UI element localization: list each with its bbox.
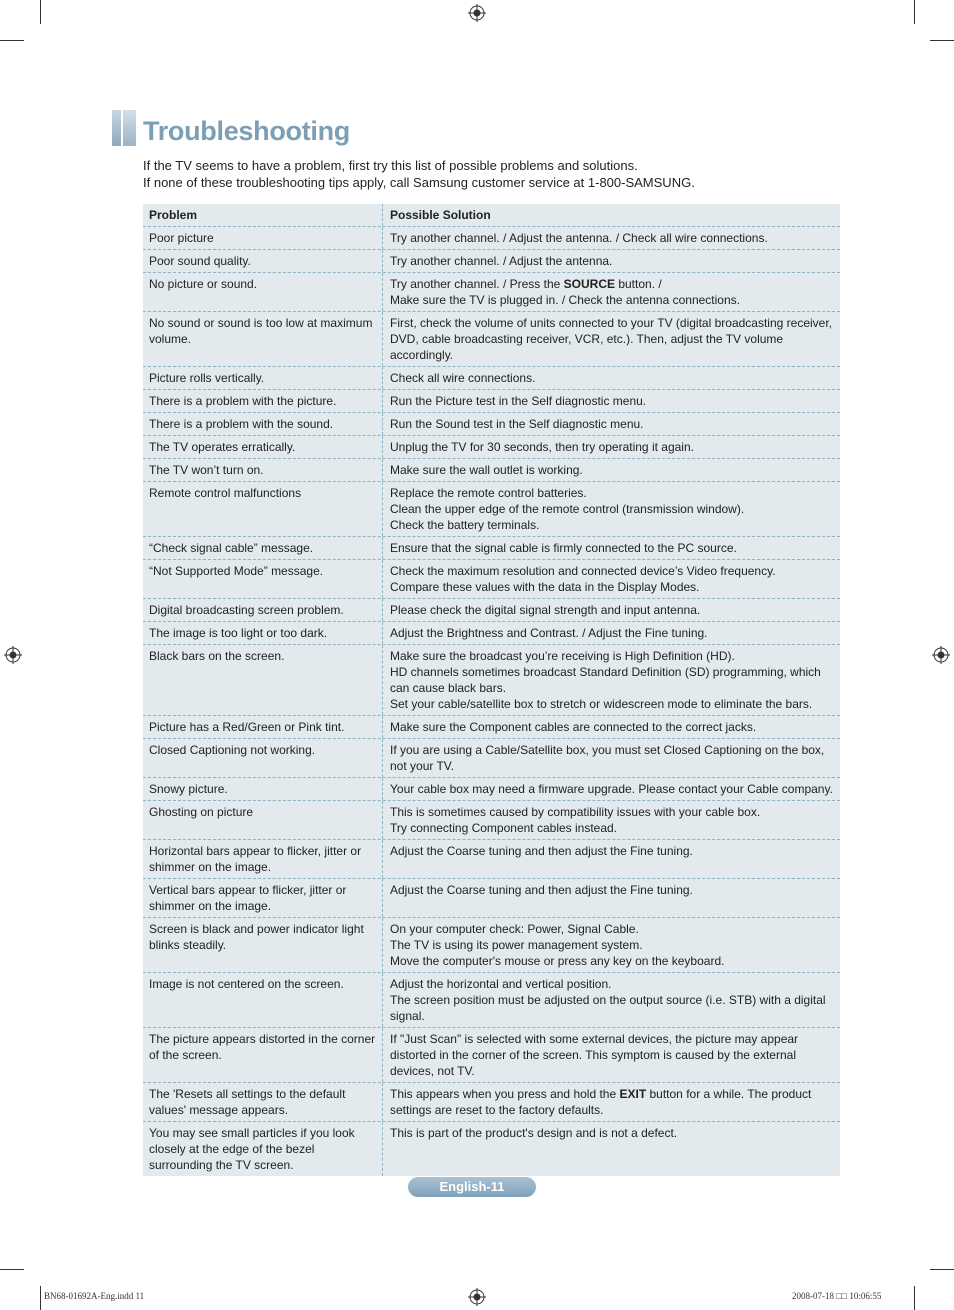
solution-line: Ensure that the signal cable is firmly connected to the PC source.	[390, 541, 737, 555]
table-row	[143, 459, 840, 482]
problem-cell: Picture has a Red/Green or Pink tint.	[143, 716, 383, 738]
solution-line: Clean the upper edge of the remote control (transmission window).	[390, 502, 745, 516]
solution-cell	[383, 367, 840, 389]
table-row	[143, 436, 840, 459]
crop-mark	[40, 1286, 41, 1310]
crop-mark	[914, 0, 915, 24]
problem-cell: Ghosting on picture	[143, 801, 383, 839]
solution-cell	[383, 801, 840, 839]
column-header-solution: Possible Solution	[390, 208, 491, 222]
problem-cell: There is a problem with the picture.	[143, 390, 383, 412]
solution-cell	[383, 622, 840, 644]
solution-line: Please check the digital signal strength and input antenna.	[390, 603, 701, 617]
intro-line: If none of these troubleshooting tips apply, call Samsung customer service at 1-800-SAMSUNG.	[143, 175, 695, 190]
table-row	[143, 482, 840, 537]
crop-mark	[930, 1269, 954, 1270]
crop-mark	[930, 40, 954, 41]
solution-line: Move the computer's mouse or press any key on the keyboard.	[390, 954, 725, 968]
table-row	[143, 227, 840, 250]
crop-mark	[0, 40, 24, 41]
problem-cell: The image is too light or too dark.	[143, 622, 383, 644]
problem-cell: “Not Supported Mode” message.	[143, 560, 383, 598]
registration-mark-icon	[4, 646, 22, 664]
solution-line: Check the maximum resolution and connected device’s Video frequency.	[390, 564, 776, 578]
solution-line: Adjust the Coarse tuning and then adjust the Fine tuning.	[390, 883, 693, 897]
solution-line: On your computer check: Power, Signal Cable.	[390, 922, 639, 936]
solution-cell	[383, 1083, 840, 1121]
table-row	[143, 413, 840, 436]
problem-cell: Snowy picture.	[143, 778, 383, 800]
problem-cell: Digital broadcasting screen problem.	[143, 599, 383, 621]
page-number-badge: English-11	[408, 1177, 536, 1197]
solution-cell	[383, 560, 840, 598]
solution-cell	[383, 227, 840, 249]
registration-mark-icon	[932, 646, 950, 664]
table-row	[143, 312, 840, 367]
solution-line: This is sometimes caused by compatibility issues with your cable box.	[390, 805, 761, 819]
table-row	[143, 390, 840, 413]
solution-line: Make sure the wall outlet is working.	[390, 463, 583, 477]
solution-line: Try connecting Component cables instead.	[390, 821, 618, 835]
problem-cell: The TV operates erratically.	[143, 436, 383, 458]
solution-cell	[383, 459, 840, 481]
solution-line: Your cable box may need a firmware upgrade. Please contact your Cable company.	[390, 782, 833, 796]
solution-line: Try another channel. / Press the SOURCE button. /	[390, 277, 662, 291]
problem-cell: Poor picture	[143, 227, 383, 249]
table-row	[143, 973, 840, 1028]
solution-cell	[383, 482, 840, 536]
problem-cell: Picture rolls vertically.	[143, 367, 383, 389]
solution-cell	[383, 973, 840, 1027]
solution-line: Adjust the Coarse tuning and then adjust the Fine tuning.	[390, 844, 693, 858]
crop-mark	[40, 0, 41, 24]
problem-cell: “Check signal cable” message.	[143, 537, 383, 559]
registration-mark-icon	[468, 1288, 486, 1306]
solution-cell	[383, 918, 840, 972]
solution-cell	[383, 739, 840, 777]
solution-line: Check the battery terminals.	[390, 518, 540, 532]
solution-line: Unplug the TV for 30 seconds, then try operating it again.	[390, 440, 694, 454]
problem-cell: Screen is black and power indicator light blinks steadily.	[143, 918, 383, 972]
crop-mark	[0, 1269, 24, 1270]
table-row	[143, 622, 840, 645]
intro-line: If the TV seems to have a problem, first try this list of possible problems and solutions.	[143, 158, 638, 173]
problem-cell: You may see small particles if you look closely at the edge of the bezel surrounding the TV screen.	[143, 1122, 383, 1176]
table-row	[143, 537, 840, 560]
solution-line: The TV is using its power management system.	[390, 938, 643, 952]
page-title: Troubleshooting	[143, 116, 350, 146]
solution-line: Compare these values with the data in the Display Modes.	[390, 580, 700, 594]
solution-line: Replace the remote control batteries.	[390, 486, 587, 500]
problem-cell: Closed Captioning not working.	[143, 739, 383, 777]
table-row	[143, 801, 840, 840]
table-row	[143, 879, 840, 918]
solution-line: First, check the volume of units connected to your TV (digital broadcasting receiver, DVD, cable broadcasting receiver, VCR, etc.). Then, adjust the TV volume accordingly.	[390, 316, 832, 362]
problem-cell: Remote control malfunctions	[143, 482, 383, 536]
solution-cell	[383, 716, 840, 738]
table-row	[143, 918, 840, 973]
problem-cell: Horizontal bars appear to flicker, jitter or shimmer on the image.	[143, 840, 383, 878]
solution-cell	[383, 1122, 840, 1176]
solution-line: Check all wire connections.	[390, 371, 536, 385]
table-row	[143, 273, 840, 312]
table-row	[143, 250, 840, 273]
solution-line: If "Just Scan" is selected with some external devices, the picture may appear distorted in the corner of the screen. This symptom is caused by the external devices, not TV.	[390, 1032, 799, 1078]
solution-cell	[383, 1028, 840, 1082]
solution-cell	[383, 436, 840, 458]
registration-mark-icon	[468, 4, 486, 22]
table-row	[143, 367, 840, 390]
solution-cell	[383, 273, 840, 311]
solution-cell	[383, 413, 840, 435]
table-row	[143, 1122, 840, 1176]
solution-line: Make sure the TV is plugged in. / Check the antenna connections.	[390, 293, 740, 307]
table-row	[143, 716, 840, 739]
solution-cell	[383, 778, 840, 800]
table-row	[143, 739, 840, 778]
solution-line: Adjust the Brightness and Contrast. / Adjust the Fine tuning.	[390, 626, 708, 640]
table-row	[143, 645, 840, 716]
problem-cell: The 'Resets all settings to the default values' message appears.	[143, 1083, 383, 1121]
problem-cell: Black bars on the screen.	[143, 645, 383, 715]
problem-cell: Vertical bars appear to flicker, jitter or shimmer on the image.	[143, 879, 383, 917]
solution-line: This is part of the product's design and is not a defect.	[390, 1126, 678, 1140]
table-row	[143, 778, 840, 801]
solution-cell	[383, 879, 840, 917]
column-header-problem: Problem	[143, 204, 383, 226]
problem-cell: Poor sound quality.	[143, 250, 383, 272]
problem-cell: No sound or sound is too low at maximum volume.	[143, 312, 383, 366]
problem-cell: The picture appears distorted in the corner of the screen.	[143, 1028, 383, 1082]
crop-mark	[914, 1286, 915, 1310]
solution-line: Try another channel. / Adjust the antenna. / Check all wire connections.	[390, 231, 768, 245]
solution-cell	[383, 599, 840, 621]
solution-cell	[383, 390, 840, 412]
intro-text	[143, 157, 695, 191]
solution-line: HD channels sometimes broadcast Standard Definition (SD) programming, which can cause black bars.	[390, 665, 821, 695]
date-slug: 2008-07-18 □□ 10:06:55	[792, 1291, 882, 1301]
solution-line: Set your cable/satellite box to stretch or widescreen mode to eliminate the bars.	[390, 697, 813, 711]
solution-line: The screen position must be adjusted on the output source (i.e. STB) with a digital signal.	[390, 993, 826, 1023]
solution-line: Make sure the broadcast you’re receiving is High Definition (HD).	[390, 649, 735, 663]
solution-line: This appears when you press and hold the EXIT button for a while. The product settings are reset to the factory defaults.	[390, 1087, 812, 1117]
solution-line: Adjust the horizontal and vertical position.	[390, 977, 612, 991]
title-accent-bars	[112, 110, 136, 146]
solution-cell	[383, 537, 840, 559]
solution-cell	[383, 250, 840, 272]
solution-line: Run the Sound test in the Self diagnostic menu.	[390, 417, 644, 431]
table-row	[143, 1028, 840, 1083]
table-row	[143, 1083, 840, 1122]
troubleshooting-table	[143, 204, 840, 1176]
table-row	[143, 599, 840, 622]
solution-line: Make sure the Component cables are connected to the correct jacks.	[390, 720, 757, 734]
table-header-row	[143, 204, 840, 227]
table-row	[143, 840, 840, 879]
problem-cell: There is a problem with the sound.	[143, 413, 383, 435]
solution-cell	[383, 840, 840, 878]
solution-line: Run the Picture test in the Self diagnostic menu.	[390, 394, 647, 408]
solution-cell	[383, 312, 840, 366]
solution-line: If you are using a Cable/Satellite box, you must set Closed Captioning on the box, not your TV.	[390, 743, 825, 773]
problem-cell: No picture or sound.	[143, 273, 383, 311]
problem-cell: Image is not centered on the screen.	[143, 973, 383, 1027]
solution-cell	[383, 645, 840, 715]
problem-cell: The TV won’t turn on.	[143, 459, 383, 481]
file-slug: BN68-01692A-Eng.indd 11	[44, 1291, 145, 1301]
solution-line: Try another channel. / Adjust the antenna.	[390, 254, 613, 268]
table-row	[143, 560, 840, 599]
